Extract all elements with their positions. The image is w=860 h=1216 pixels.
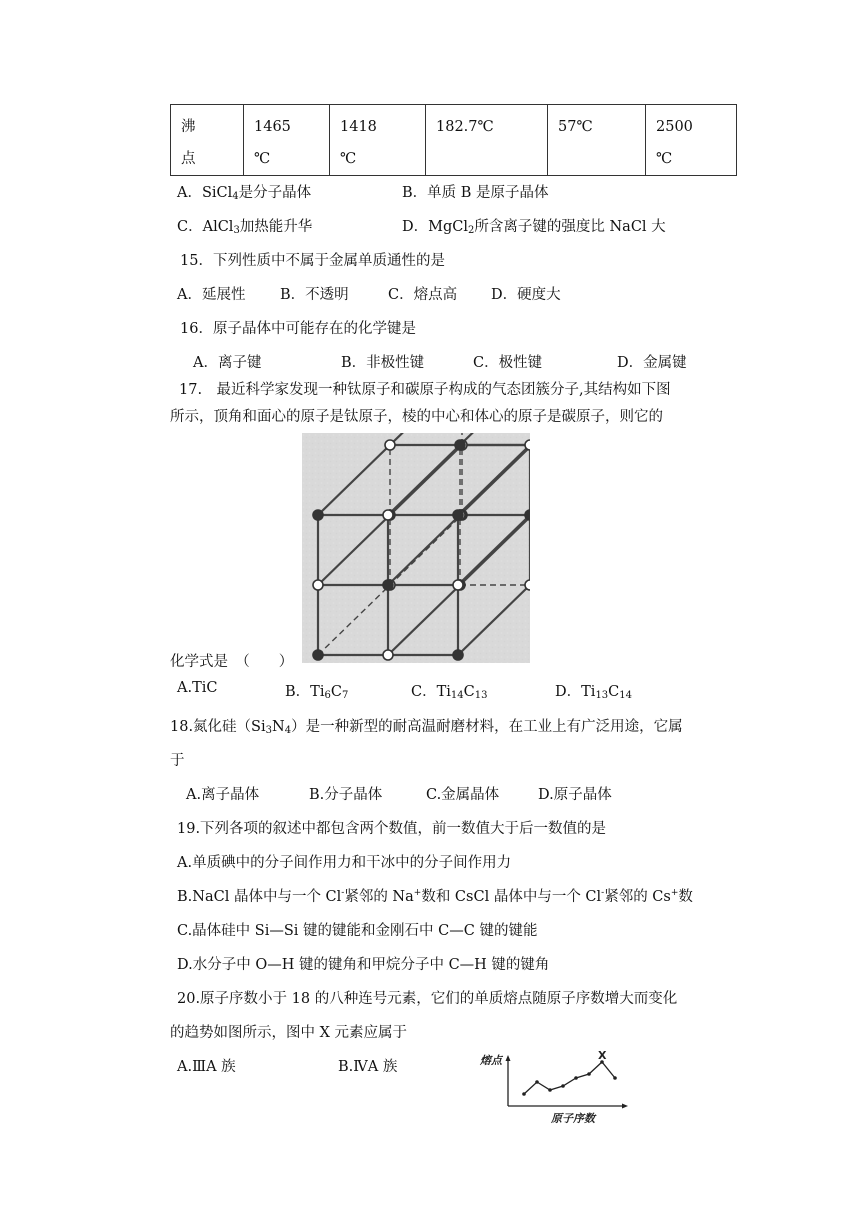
q15-option-d: D．硬度大 bbox=[491, 287, 561, 303]
table-cell: 182.7℃ bbox=[426, 105, 548, 176]
q20-line1: 20.原子序数小于 18 的八种连号元素，它们的单质熔点随原子序数增大而变化 bbox=[177, 991, 678, 1007]
q14-option-a: A．SiCl$_4$是分子晶体 bbox=[177, 185, 312, 202]
q17-line2: 所示，顶角和面心的原子是钛原子，棱的中心和体心的原子是碳原子，则它的 bbox=[170, 409, 663, 425]
carbon-atom bbox=[525, 440, 530, 450]
carbon-atom bbox=[385, 440, 395, 450]
q17-option-b: B．$Ti_6C_7$ bbox=[285, 684, 349, 701]
carbon-atom bbox=[313, 580, 323, 590]
q19-stem: 19.下列各项的叙述中都包含两个数值，前一数值大于后一数值的是 bbox=[177, 821, 607, 837]
carbon-atom bbox=[525, 580, 530, 590]
q15-option-a: A．延展性 bbox=[177, 287, 246, 303]
carbon-atom bbox=[383, 650, 393, 660]
q17-option-c: C．$Ti_{14}C_{13}$ bbox=[411, 684, 488, 701]
chart-data-point bbox=[561, 1084, 565, 1088]
q17-line1: 17. 最近科学家发现一种钛原子和碳原子构成的气态团簇分子,其结构如下图 bbox=[179, 382, 671, 398]
chart-data-point bbox=[535, 1080, 539, 1084]
q18-option-c: C.金属晶体 bbox=[426, 787, 500, 803]
q20-line2: 的趋势如图所示，图中 X 元素应属于 bbox=[170, 1025, 408, 1041]
carbon-atom bbox=[453, 580, 463, 590]
q16-option-d: D．金属键 bbox=[617, 355, 687, 371]
q14-option-b: B．单质 B 是原子晶体 bbox=[402, 185, 549, 201]
cluster-structure-figure bbox=[302, 433, 530, 663]
chart-data-point bbox=[522, 1092, 526, 1096]
q19-option-a: A.单质碘中的分子间作用力和干冰中的分子间作用力 bbox=[177, 855, 512, 871]
q15-stem: 15．下列性质中不属于金属单质通性的是 bbox=[180, 253, 445, 269]
q14-option-c: C．AlCl$_3$加热能升华 bbox=[177, 219, 313, 236]
q16-option-c: C．极性键 bbox=[473, 355, 543, 371]
q16-option-a: A．离子键 bbox=[193, 355, 262, 371]
chart-series bbox=[522, 1060, 617, 1096]
titanium-atom bbox=[453, 650, 463, 660]
q20-option-b: B.ⅣA 族 bbox=[338, 1059, 398, 1075]
chart-data-point bbox=[613, 1076, 617, 1080]
titanium-atom bbox=[313, 650, 323, 660]
titanium-atom bbox=[525, 510, 530, 520]
titanium-atom bbox=[455, 440, 465, 450]
table-cell: 1465 ℃ bbox=[244, 105, 330, 176]
q18-option-d: D.原子晶体 bbox=[538, 787, 612, 803]
boiling-point-table bbox=[170, 104, 737, 176]
q14-option-d: D．MgCl$_2$所含离子键的强度比 NaCl 大 bbox=[402, 219, 666, 236]
q17-option-d: D．$Ti_{13}C_{14}$ bbox=[555, 684, 633, 701]
chart-data-point bbox=[587, 1072, 591, 1076]
q18-option-a: A.离子晶体 bbox=[186, 787, 260, 803]
titanium-atom bbox=[383, 580, 393, 590]
q17-line3: 化学式是 （ ） bbox=[170, 654, 294, 670]
y-axis-arrow-icon bbox=[506, 1055, 511, 1061]
carbon-atom bbox=[383, 510, 393, 520]
q20-option-a: A.ⅢA 族 bbox=[177, 1059, 236, 1075]
q15-option-b: B．不透明 bbox=[280, 287, 349, 303]
table-cell: 1418 ℃ bbox=[330, 105, 426, 176]
q17-option-a: A.TiC bbox=[177, 680, 218, 696]
chart-trend-line bbox=[524, 1062, 615, 1094]
q18-line2: 于 bbox=[170, 753, 185, 769]
q16-option-b: B．非极性键 bbox=[341, 355, 425, 371]
titanium-atom bbox=[313, 510, 323, 520]
chart-x-annotation: X bbox=[598, 1050, 607, 1062]
q19-option-b: B.NaCl 晶体中与一个 Cl-紧邻的 Na+数和 CsCl 晶体中与一个 Cl-紧邻的 Cs+数 bbox=[177, 888, 693, 905]
table-cell: 2500 ℃ bbox=[646, 105, 737, 176]
q15-option-c: C．熔点高 bbox=[388, 287, 458, 303]
chart-xlabel: 原子序数 bbox=[551, 1112, 595, 1125]
titanium-atom bbox=[453, 510, 463, 520]
table-cell: 57℃ bbox=[548, 105, 646, 176]
chart-ylabel: 熔点 bbox=[480, 1054, 502, 1067]
q18-option-b: B.分子晶体 bbox=[309, 787, 383, 803]
melting-point-chart bbox=[478, 1050, 638, 1130]
q18-line1: 18.氮化硅$(Si_3N_4)$是一种新型的耐高温耐磨材料，在工业上有广泛用途，它属 bbox=[170, 719, 683, 736]
chart-data-point bbox=[574, 1076, 578, 1080]
q19-option-d: D.水分子中 O—H 键的键角和甲烷分子中 C—H 键的键角 bbox=[177, 957, 550, 973]
row-label-cell: 沸 点 bbox=[171, 105, 244, 176]
chart-data-point bbox=[548, 1088, 552, 1092]
q16-stem: 16．原子晶体中可能存在的化学键是 bbox=[180, 321, 416, 337]
q19-option-c: C.晶体硅中 Si—Si 键的键能和金刚石中 C—C 键的键能 bbox=[177, 923, 538, 939]
x-axis-arrow-icon bbox=[622, 1104, 628, 1109]
